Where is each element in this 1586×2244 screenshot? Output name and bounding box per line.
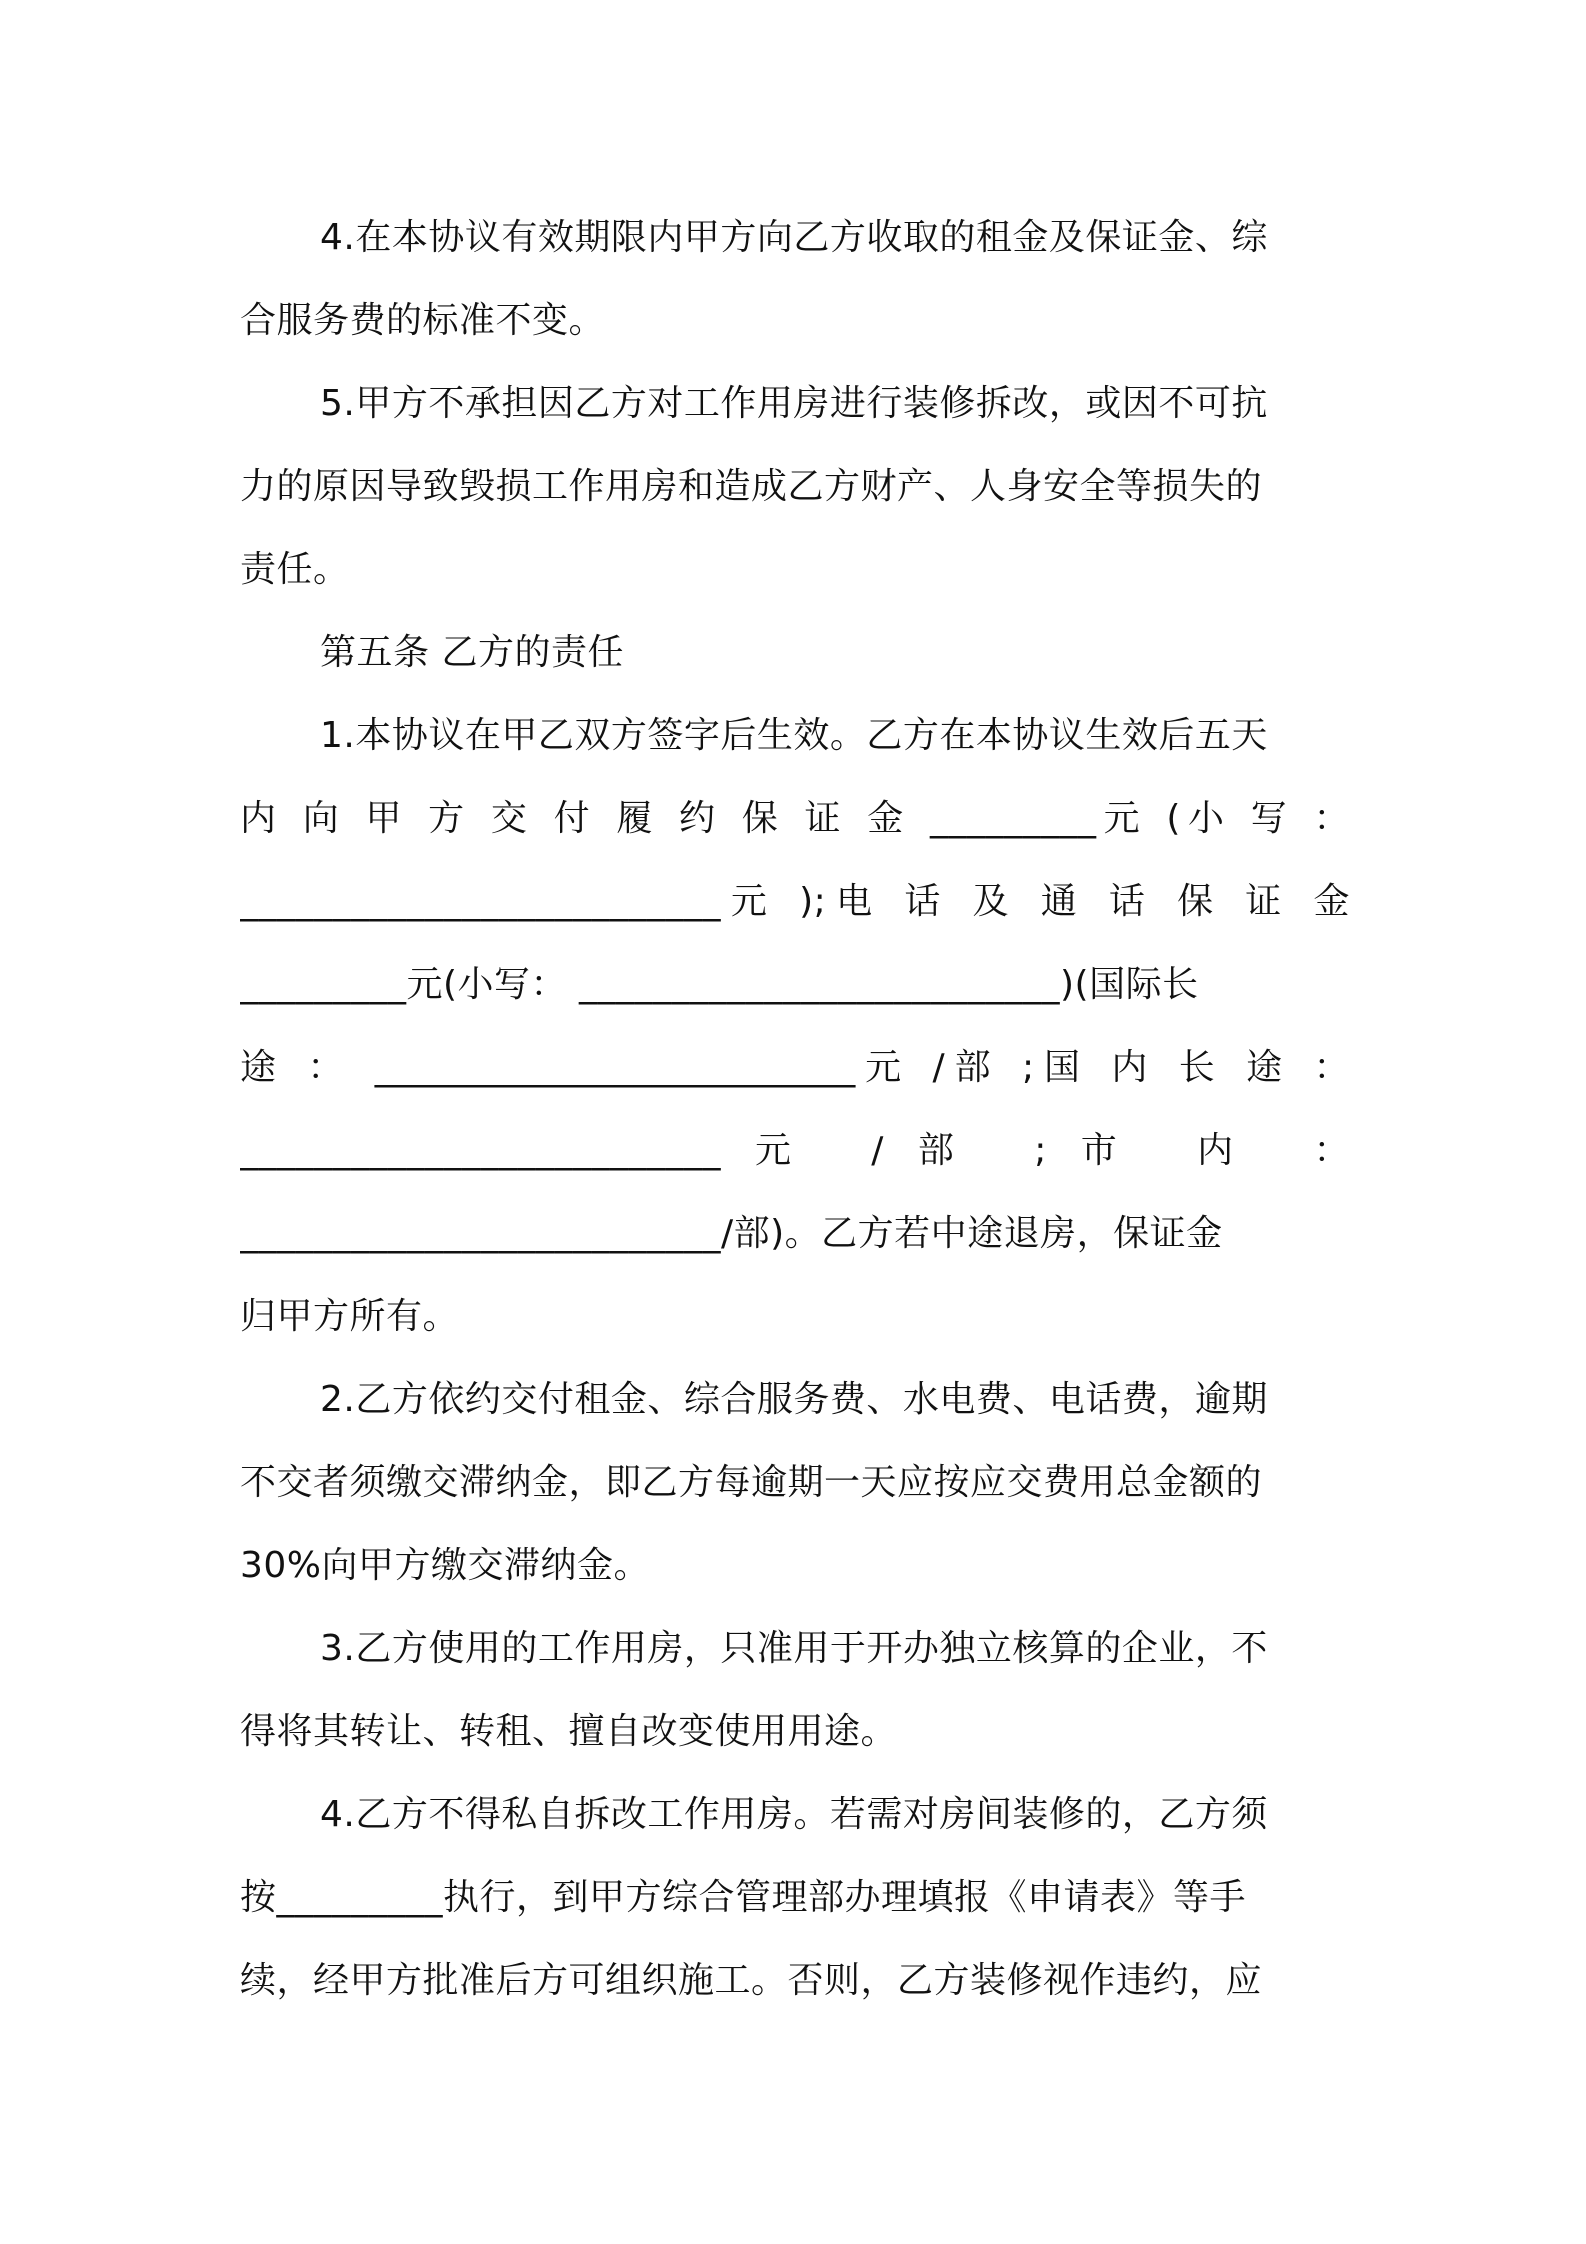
section-heading: 第五条 乙方的责任 bbox=[320, 632, 624, 673]
paragraph-line: 不交者须缴交滞纳金，即乙方每逾期一天应按应交费用总金额的 bbox=[240, 1462, 1263, 1503]
paragraph-line: __________________________元 /部 ;市 内 ： bbox=[240, 1130, 1350, 1171]
paragraph-line: 2.乙方依约交付租金、综合服务费、水电费、电话费，逾期 bbox=[320, 1379, 1268, 1420]
paragraph-line: 归甲方所有。 bbox=[240, 1296, 460, 1337]
paragraph-line: 合服务费的标准不变。 bbox=[240, 300, 606, 341]
paragraph-line: 内 向 甲 方 交 付 履 约 保 证 金 _________元 (小 写 ： bbox=[240, 798, 1350, 839]
paragraph-line: 途 ： __________________________元 /部 ;国 内 长 途 ： bbox=[240, 1047, 1350, 1088]
paragraph-line: 续，经甲方批准后方可组织施工。否则，乙方装修视作违约，应 bbox=[240, 1960, 1263, 2001]
paragraph-line: 力的原因导致毁损工作用房和造成乙方财产、人身安全等损失的 bbox=[240, 466, 1263, 507]
paragraph-line: 4.在本协议有效期限内甲方向乙方收取的租金及保证金、综 bbox=[320, 217, 1268, 258]
paragraph-line: 30%向甲方缴交滞纳金。 bbox=[240, 1545, 651, 1586]
paragraph-line: __________________________元 );电 话 及 通 话 保 证 金 bbox=[240, 881, 1350, 922]
paragraph-line: __________________________/部)。乙方若中途退房，保证金 bbox=[240, 1213, 1223, 1254]
paragraph-line: 得将其转让、转租、擅自改变使用用途。 bbox=[240, 1711, 898, 1752]
paragraph-line: 4.乙方不得私自拆改工作用房。若需对房间装修的，乙方须 bbox=[320, 1794, 1268, 1835]
paragraph-line: 5.甲方不承担因乙方对工作用房进行装修拆改，或因不可抗 bbox=[320, 383, 1268, 424]
paragraph-line: 3.乙方使用的工作用房，只准用于开办独立核算的企业，不 bbox=[320, 1628, 1268, 1669]
document-body bbox=[240, 196, 1350, 2022]
paragraph-line: _________元(小写： __________________________)(国际长 bbox=[240, 964, 1199, 1005]
paragraph-line: 1.本协议在甲乙双方签字后生效。乙方在本协议生效后五天 bbox=[320, 715, 1268, 756]
paragraph-line: 按_________执行，到甲方综合管理部办理填报《申请表》等手 bbox=[240, 1877, 1247, 1918]
paragraph-line: 责任。 bbox=[240, 549, 350, 590]
